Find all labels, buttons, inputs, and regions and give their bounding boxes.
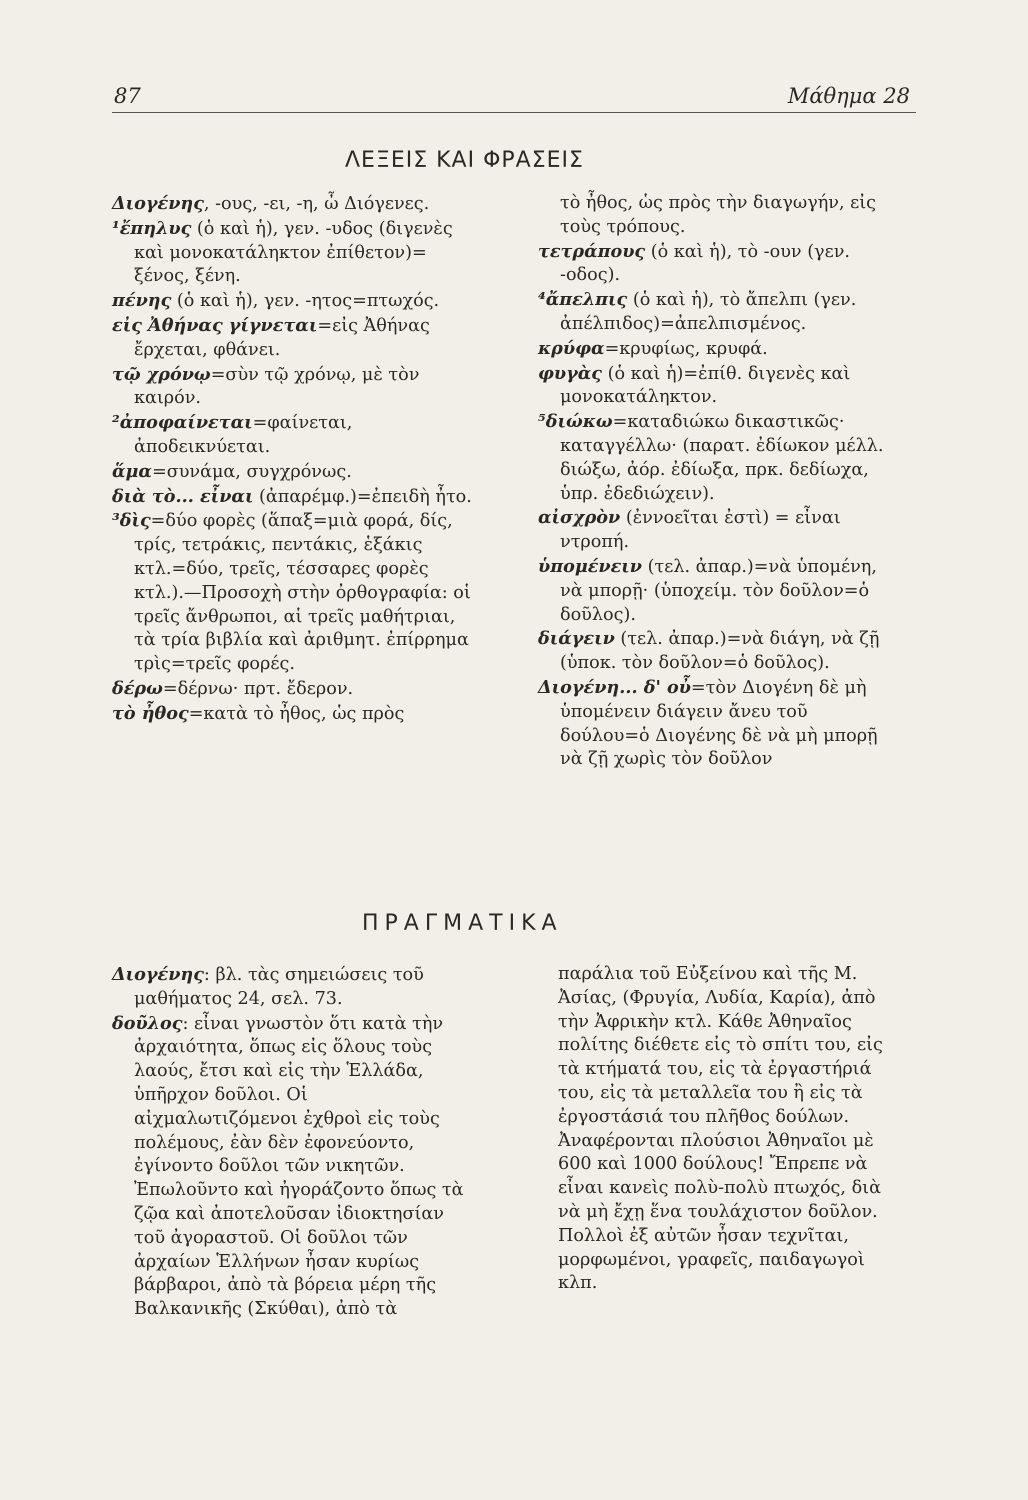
entry (538, 555, 902, 627)
entry-headword: κρύφα (538, 337, 605, 359)
entry (538, 362, 902, 411)
entry (112, 485, 472, 510)
entry-headword: Διογένη... δ' οὖ (538, 676, 691, 698)
entry-text: (ἐννοεῖται ἐστὶ) = εἶναι ντροπή. (560, 508, 841, 553)
entry-text: =εἰς Ἀθήνας ἔρχεται, φθάνει. (134, 315, 430, 360)
entry-headword: ⁵διώκω (538, 411, 613, 433)
entry-headword: ²ἀποφαίνεται (112, 412, 253, 434)
entry-text: =κρυφίως, κρυφά. (604, 338, 768, 359)
entry-text: (ὁ καὶ ἡ), γεν. -ητος=πτωχός. (171, 291, 440, 312)
entry-headword: πένης (112, 290, 172, 312)
entry-text: =φαίνεται, ἀποδεικνύεται. (134, 413, 353, 457)
entry (112, 460, 472, 485)
entry-text: =κατὰ τὸ ἦθος, ὡς πρὸς (188, 703, 405, 724)
entry-headword: τετράπους (538, 240, 646, 262)
running-head (112, 82, 916, 113)
entry-text: , -ους, -ει, -η, ὦ Διόγενες. (203, 194, 430, 214)
entry (112, 509, 472, 677)
pragmatika-left-column (112, 963, 476, 1322)
entry-text: (ὁ καὶ ἡ), γεν. -υδος (διγενὲς καὶ μονοκατάληκτον ἐπίθετον)= ξένος, ξένη. (134, 218, 453, 287)
entry (112, 677, 472, 702)
entry (538, 288, 902, 337)
entry-text: =δύο φορὲς (ἅπαξ=μιὰ φορά, δίς, τρίς, τετράκις, πεντάκις, ἑξάκις κτλ.=δύο, τρεῖς, τέσσαρες φορὲς κτλ.).—Προσοχὴ στὴν ὀρθογραφία: οἱ τρεῖς ἄνθρωποι, αἱ τρεῖς μαθήτριαι, τὰ τρία βιβλία καὶ ἀριθμητ. ἐπίρρημα τρὶς=τρεῖς φορές. (134, 511, 471, 675)
entry-text: =τὸν Διογένη δὲ μὴ ὑπομένειν διάγειν ἄνευ τοῦ δούλου=ὁ Διογένης δὲ νὰ μὴ μπορῇ νὰ ζῇ χωρὶς τὸν δοῦλον (560, 677, 878, 770)
entry-headword: δέρω (112, 677, 163, 699)
entry-headword: τῷ χρόνῳ (112, 363, 211, 385)
entry-headword: φυγὰς (538, 362, 602, 384)
entry (112, 963, 476, 1012)
entry-text: =δέρνω· πρτ. ἔδερον. (162, 678, 354, 699)
entry (538, 337, 902, 362)
entry-text: : εἶναι γνωστὸν ὅτι κατὰ τὴν ἀρχαιότητα, ὅπως εἰς ὅλους τοὺς λαούς, ἔτσι καὶ εἰς τὴν Ἑλλάδα, ὑπῆρχον δοῦλοι. Οἱ αἰχμαλωτιζόμενοι ἐχθροὶ εἰς τοὺς πολέμους, ἐὰν δὲν ἐφονεύοντο, ἐγίνοντο δοῦλοι τῶν νικητῶν. Ἐπωλοῦντο καὶ ἠγοράζοντο ὅπως τὰ ζῷα καὶ ἀποτελοῦσαν ἰδιοκτησίαν τοῦ ἀγοραστοῦ. Οἱ δοῦλοι τῶν ἀρχαίων Ἑλλήνων ἦσαν κυρίως βάρβαροι, ἀπὸ τὰ βόρεια μέρη τῆς Βαλκανικῆς (Σκύθαι), ἀπὸ τὰ (134, 1013, 464, 1320)
entry (112, 411, 472, 460)
entry (112, 363, 472, 412)
entry-text: =καταδιώκω δικαστικῶς· καταγγέλλω· (παρατ. ἐδίωκον μέλλ. διώξω, ἀόρ. ἐδίωξα, πρκ. δεδίωχα, ὑπρ. ἐδεδιώχειν). (560, 412, 884, 504)
entry (538, 410, 902, 506)
entry-headword: δοῦλος (112, 1012, 183, 1034)
entry-headword: τὸ ἦθος (112, 702, 189, 724)
entry (112, 314, 472, 363)
entry-headword: ἅμα (112, 460, 152, 482)
entry-headword: διὰ τὸ... εἶναι (112, 485, 254, 507)
entry-headword: εἰς Ἀθήνας γίγνεται (112, 314, 318, 336)
pragmatika-right-column (558, 963, 908, 1296)
entry (112, 289, 472, 314)
entry-headword: αἰσχρὸν (538, 507, 621, 529)
entry-text: =σὺν τῷ χρόνῳ, μὲ τὸν καιρόν. (134, 364, 420, 409)
pragmatika-heading: ΠΡΑΓΜΑΤΙΚΑ (362, 911, 563, 936)
entry (538, 676, 902, 772)
entry-headword: ⁴ἄπελπις (538, 289, 628, 311)
entry-text: (τελ. ἀπαρ.)=νὰ ὑπομένη, νὰ μπορῇ· (ὑποχείμ. τὸν δοῦλον=ὁ δοῦλος). (560, 556, 877, 625)
page-number: 87 (114, 84, 141, 108)
entry (112, 192, 472, 217)
pragmatika-continuation: παράλια τοῦ Εὐξείνου καὶ τῆς Μ. Ἀσίας, (Φρυγία, Λυδία, Καρία), ἀπὸ τὴν Ἀφρικὴν κτλ. Κάθε Ἀθηναῖος πολίτης διέθετε εἰς τὸ σπίτι του, εἰς τὰ κτήματά του, εἰς τὰ ἐργαστήριά του, εἰς τὰ μεταλλεῖα του ἢ εἰς τὰ ἐργοστάσιά του πλῆθος δούλων. Ἀναφέρονται πλούσιοι Ἀθηναῖοι μὲ 600 καὶ 1000 δούλους! Ἔπρεπε νὰ εἶναι κανεὶς πολὺ-πολὺ πτωχός, διὰ νὰ μὴ ἔχῃ ἕνα τουλάχιστον δοῦλον. Πολλοὶ ἐξ αὐτῶν ἦσαν τεχνῖται, μορφωμένοι, γραφεῖς, παιδαγωγοὶ κλπ. (558, 964, 883, 1294)
entry-headword: ¹ἔπηλυς (112, 217, 192, 239)
entry-headword: Διογένης (112, 193, 204, 214)
entry-text: (τελ. ἀπαρ.)=νὰ διάγη, νὰ ζῇ (ὑποκ. τὸν δοῦλον=ὁ δοῦλος). (560, 629, 880, 674)
entry-text: =συνάμα, συγχρόνως. (151, 461, 352, 482)
entry-headword: ³δὶς (112, 510, 151, 532)
entry-text: (ὁ καὶ ἡ), τὸ -ουν (γεν. -οδος). (560, 241, 850, 286)
entry (112, 217, 472, 289)
entry-headword: ὑπομένειν (538, 555, 643, 577)
entry (112, 1012, 476, 1322)
entry (112, 702, 472, 727)
entry-headword: διάγειν (538, 628, 615, 650)
entry-headword: Διογένης (112, 964, 204, 985)
glossary-left-column (112, 192, 472, 727)
glossary-continuation: τὸ ἦθος, ὡς πρὸς τὴν διαγωγήν, εἰς τοὺς τρόπους. (560, 193, 877, 237)
lexeis-heading: ΛΕΞΕΙΣ ΚΑΙ ΦΡΑΣΕΙΣ (345, 148, 584, 173)
entry-text: : βλ. τὰς σημειώσεις τοῦ μαθήματος 24, σελ. 73. (134, 965, 424, 1009)
glossary-right-column (538, 192, 902, 772)
entry (538, 506, 902, 555)
entry-text: (ὁ καὶ ἡ)=ἐπίθ. διγενὲς καὶ μονοκατάληκτον. (560, 363, 851, 408)
entry-text: (ὁ καὶ ἡ), τὸ ἄπελπι (γεν. ἀπέλπιδος)=ἀπελπισμένος. (560, 290, 857, 334)
entry (538, 627, 902, 676)
entry (538, 240, 902, 289)
lesson-label: Μάθημα 28 (787, 84, 910, 108)
entry-text: (ἀπαρέμφ.)=ἐπειδὴ ἦτο. (253, 486, 472, 507)
